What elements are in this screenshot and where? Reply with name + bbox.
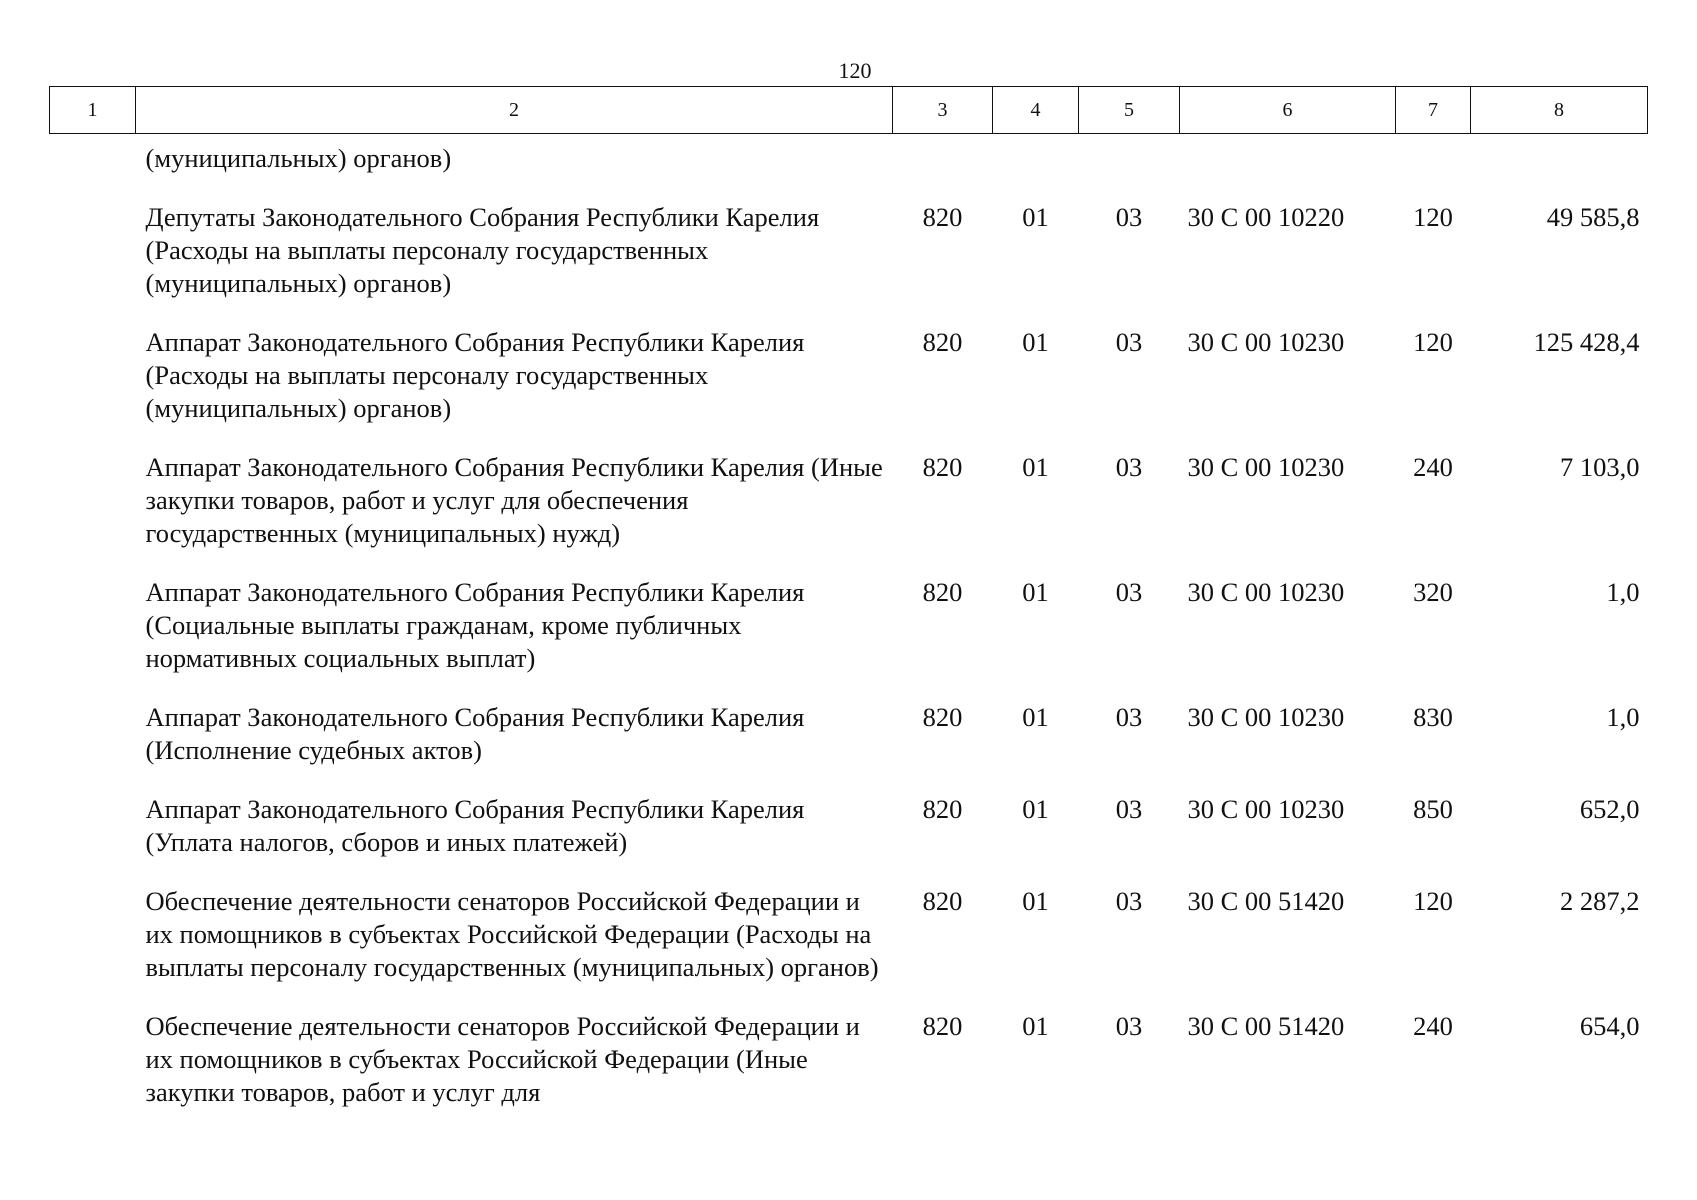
table-row (50, 431, 1648, 556)
table-row (50, 306, 1648, 431)
amount-cell: 652,0 (1579, 794, 1640, 824)
expense-type-cell: 120 (1413, 202, 1453, 232)
column-header-3: 3 (893, 87, 993, 134)
amount-cell: 7 103,0 (1560, 452, 1640, 482)
column-header-7: 7 (1396, 87, 1471, 134)
expense-name-cell: Аппарат Законодательного Собрания Республики Карелия (Расходы на выплаты персоналу государственных (муниципальных) органов) (145, 327, 805, 423)
admin-code-cell: 820 (922, 1011, 963, 1041)
row-number-cell (50, 431, 136, 556)
section-code-cell: 01 (1022, 327, 1049, 357)
target-article-cell: 30 С 00 51420 (1187, 886, 1345, 916)
expense-type-cell: 240 (1413, 452, 1453, 482)
expense-name-cell: Аппарат Законодательного Собрания Республики Карелия (Иные закупки товаров, работ и услуг для обеспечения государственных (муниципальных) нужд) (145, 452, 883, 548)
section-code-cell: 01 (1022, 577, 1049, 607)
expense-type-cell: 120 (1413, 327, 1453, 357)
subsection-code-cell: 03 (1115, 886, 1143, 916)
admin-code-cell: 820 (922, 794, 963, 824)
target-article-cell: 30 С 00 51420 (1187, 1011, 1345, 1041)
table-row (50, 865, 1648, 990)
column-header-6: 6 (1180, 87, 1396, 134)
subsection-code-cell (1079, 134, 1180, 182)
table-row (50, 134, 1648, 182)
table-row (50, 990, 1648, 1115)
table-row (50, 681, 1648, 773)
amount-cell: 49 585,8 (1546, 202, 1640, 232)
table-row (50, 556, 1648, 681)
subsection-code-cell: 03 (1115, 794, 1143, 824)
page-number: 120 (838, 58, 872, 83)
column-header-1: 1 (50, 87, 136, 134)
expense-name-cell: Обеспечение деятельности сенаторов Российской Федерации и их помощников в субъектах Российской Федерации (Расходы на выплаты персоналу государственных (муниципальных) органов) (145, 886, 879, 982)
row-number-cell (50, 556, 136, 681)
section-code-cell: 01 (1022, 886, 1049, 916)
admin-code-cell: 820 (922, 577, 963, 607)
row-number-cell (50, 865, 136, 990)
target-article-cell: 30 С 00 10230 (1187, 327, 1345, 357)
subsection-code-cell: 03 (1115, 452, 1143, 482)
subsection-code-cell: 03 (1115, 327, 1143, 357)
table-row (50, 181, 1648, 306)
expense-type-cell: 830 (1413, 702, 1453, 732)
section-code-cell: 01 (1022, 202, 1049, 232)
target-article-cell: 30 С 00 10220 (1187, 202, 1345, 232)
budget-table (49, 86, 1648, 1115)
target-article-cell: 30 С 00 10230 (1187, 577, 1345, 607)
target-article-cell (1180, 134, 1396, 182)
expense-name-cell: Обеспечение деятельности сенаторов Российской Федерации и их помощников в субъектах Российской Федерации (Иные закупки товаров, работ и услуг для (145, 1011, 860, 1107)
table-row (50, 773, 1648, 865)
expense-name-cell: Аппарат Законодательного Собрания Республики Карелия (Уплата налогов, сборов и иных платежей) (145, 794, 805, 857)
column-header-4: 4 (993, 87, 1079, 134)
row-number-cell (50, 773, 136, 865)
amount-cell: 1,0 (1606, 702, 1640, 732)
expense-type-cell: 240 (1413, 1011, 1453, 1041)
column-header-8: 8 (1471, 87, 1648, 134)
admin-code-cell (893, 134, 993, 182)
subsection-code-cell: 03 (1115, 577, 1143, 607)
row-number-cell (50, 134, 136, 182)
row-number-cell (50, 306, 136, 431)
target-article-cell: 30 С 00 10230 (1187, 702, 1345, 732)
row-number-cell (50, 681, 136, 773)
section-code-cell: 01 (1022, 452, 1049, 482)
expense-type-cell: 320 (1413, 577, 1453, 607)
expense-name-cell: Аппарат Законодательного Собрания Республики Карелия (Исполнение судебных актов) (145, 702, 805, 765)
row-number-cell (50, 990, 136, 1115)
subsection-code-cell: 03 (1115, 202, 1143, 232)
amount-cell (1471, 134, 1648, 182)
column-header-2: 2 (136, 87, 893, 134)
admin-code-cell: 820 (922, 202, 963, 232)
subsection-code-cell: 03 (1115, 1011, 1143, 1041)
admin-code-cell: 820 (922, 886, 963, 916)
row-number-cell (50, 181, 136, 306)
section-code-cell (993, 134, 1079, 182)
amount-cell: 1,0 (1606, 577, 1640, 607)
expense-type-cell: 120 (1413, 886, 1453, 916)
amount-cell: 2 287,2 (1560, 886, 1640, 916)
target-article-cell: 30 С 00 10230 (1187, 794, 1345, 824)
amount-cell: 125 428,4 (1533, 327, 1640, 357)
section-code-cell: 01 (1022, 794, 1049, 824)
admin-code-cell: 820 (922, 452, 963, 482)
expense-name-cell: Депутаты Законодательного Собрания Республики Карелия (Расходы на выплаты персоналу государственных (муниципальных) органов) (145, 202, 820, 298)
expense-name-cell: (муниципальных) органов) (145, 143, 452, 173)
section-code-cell: 01 (1022, 702, 1049, 732)
expense-type-cell: 850 (1413, 794, 1453, 824)
admin-code-cell: 820 (922, 327, 963, 357)
admin-code-cell: 820 (922, 702, 963, 732)
subsection-code-cell: 03 (1115, 702, 1143, 732)
column-number-header-row (50, 87, 1648, 134)
column-header-5: 5 (1079, 87, 1180, 134)
target-article-cell: 30 С 00 10230 (1187, 452, 1345, 482)
amount-cell: 654,0 (1579, 1011, 1640, 1041)
section-code-cell: 01 (1022, 1011, 1049, 1041)
expense-type-cell (1396, 134, 1471, 182)
expense-name-cell: Аппарат Законодательного Собрания Республики Карелия (Социальные выплаты гражданам, кроме публичных нормативных социальных выплат) (145, 577, 805, 673)
